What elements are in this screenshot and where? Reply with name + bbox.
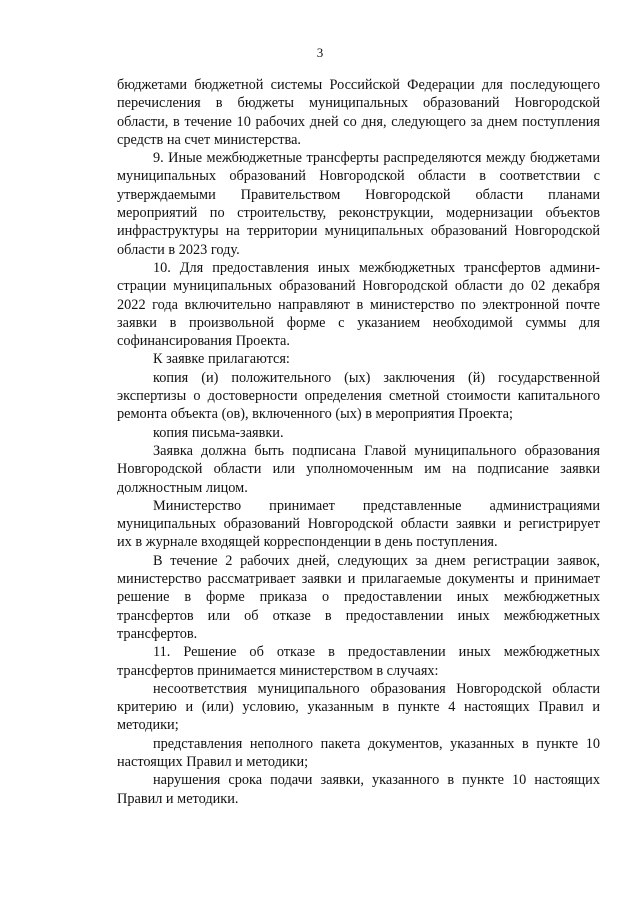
text-line: ремонта объекта (ов), включенного (ых) в мероприятия Проекта;	[117, 406, 513, 423]
text-line: заявки в произвольной форме с указанием необходимой суммы для	[117, 314, 600, 331]
text-line: несоответствия муниципального образования Новгородской области	[153, 680, 600, 697]
text-line: В течение 2 рабочих дней, следующих за днем регистрации заявок,	[153, 552, 600, 569]
text-line: К заявке прилагаются:	[153, 351, 290, 368]
text-line: перечисления в бюджеты муниципальных образований Новгородской	[117, 95, 600, 112]
text-line: страции муниципальных образований Новгородской области до 02 декабря	[117, 278, 600, 295]
text-line: Новгородской области или уполномоченным им на подписание заявки	[117, 461, 600, 478]
paragraph	[117, 350, 600, 368]
text-line: экспертизы о достоверности определения сметной стоимости капитального	[117, 388, 600, 405]
text-line: трансфертов.	[117, 625, 198, 642]
text-line: должностным лицом.	[117, 479, 248, 496]
text-line: 10. Для предоставления иных межбюджетных трансфертов админи-	[153, 259, 600, 276]
text-line: области, в течение 10 рабочих дней со дня, следующего за днем поступления	[117, 113, 600, 130]
text-line: муниципальных образований Новгородской области заявки и регистрирует	[117, 516, 600, 533]
text-line: муниципальных образований Новгородской области в соответствии с	[117, 168, 600, 185]
text-line: настоящих Правил и методики;	[117, 753, 309, 770]
text-line: инфраструктуры на территории муниципальных образований Новгородской	[117, 223, 600, 240]
text-line: представления неполного пакета документов, указанных в пункте 10	[153, 735, 600, 752]
text-line: решение в форме приказа о предоставлении иных межбюджетных	[117, 589, 600, 606]
text-line: 9. Иные межбюджетные трансферты распределяются между бюджетами	[153, 150, 600, 167]
paragraph	[117, 771, 600, 808]
paragraph	[117, 369, 600, 424]
text-line: Министерство принимает представленные администрациями	[153, 497, 600, 514]
paragraph	[117, 424, 600, 442]
paragraph	[117, 643, 600, 680]
paragraph	[117, 680, 600, 735]
text-line: копия (и) положительного (ых) заключения (й) государственной	[153, 369, 600, 386]
paragraph	[117, 259, 600, 350]
text-line: 2022 года включительно направляют в министерство по электронной почте	[117, 296, 600, 313]
text-line: средств на счет министерства.	[117, 131, 301, 148]
text-line: критерию и (или) условию, указанным в пункте 4 настоящих Правил и	[117, 699, 600, 716]
text-line: Правил и методики.	[117, 790, 239, 807]
document-body	[117, 76, 600, 808]
paragraph	[117, 76, 600, 149]
text-line: нарушения срока подачи заявки, указанного в пункте 10 настоящих	[153, 772, 600, 789]
text-line: трансфертов или об отказе в предоставлении иных межбюджетных	[117, 607, 600, 624]
paragraph	[117, 497, 600, 552]
text-line: методики;	[117, 717, 179, 734]
paragraph	[117, 552, 600, 643]
paragraph	[117, 442, 600, 497]
text-line: области в 2023 году.	[117, 241, 240, 258]
page-number: 3	[316, 45, 324, 60]
text-line: министерство рассматривает заявки и прилагаемые документы и принимает	[117, 571, 600, 588]
text-line: копия письма-заявки.	[153, 424, 284, 441]
text-line: бюджетами бюджетной системы Российской Федерации для последующего	[117, 77, 600, 93]
text-line: 11. Решение об отказе в предоставлении иных межбюджетных	[153, 644, 600, 661]
text-line: утверждаемыми Правительством Новгородской области планами	[117, 186, 600, 203]
text-line: трансфертов принимается министерством в случаях:	[117, 662, 439, 679]
text-line: их в журнале входящей корреспонденции в день поступления.	[117, 534, 498, 551]
text-line: мероприятий по строительству, реконструкции, модернизации объектов	[117, 205, 600, 222]
text-line: софинансирования Проекта.	[117, 333, 290, 350]
paragraph	[117, 735, 600, 772]
text-line: Заявка должна быть подписана Главой муниципального образования	[153, 442, 600, 459]
paragraph	[117, 149, 600, 259]
